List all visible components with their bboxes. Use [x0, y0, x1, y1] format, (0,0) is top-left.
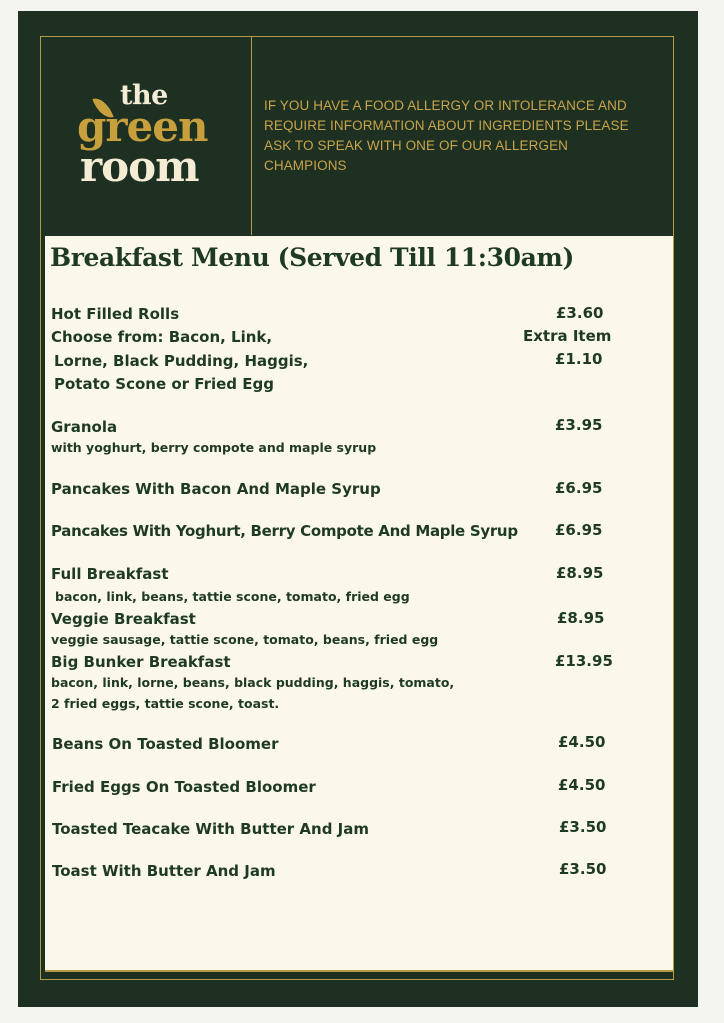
item-price-rolls: £3.60 [556, 304, 604, 322]
item-price-big-bunker: £13.95 [555, 652, 613, 670]
item-name-pancakes-yoghurt: Pancakes With Yoghurt, Berry Compote And Maple Syrup [51, 522, 518, 540]
item-name-fried-eggs: Fried Eggs On Toasted Bloomer [52, 778, 316, 796]
item-price-veggie-breakfast: £8.95 [557, 609, 605, 627]
footer-rule [45, 970, 673, 972]
item-desc-veggie-breakfast: veggie sausage, tattie scone, tomato, beans, fried egg [51, 632, 439, 647]
item-price-full-breakfast: £8.95 [556, 564, 604, 582]
item-price-pancakes-bacon: £6.95 [555, 479, 603, 497]
logo-word-green: green [77, 102, 208, 151]
item-desc-big-bunker-2: 2 fried eggs, tattie scone, toast. [51, 696, 280, 711]
item-name-teacake: Toasted Teacake With Butter And Jam [52, 820, 369, 838]
item-name-toast: Toast With Butter And Jam [52, 862, 276, 880]
item-name-veggie-breakfast: Veggie Breakfast [51, 610, 196, 628]
header-divider [251, 37, 252, 235]
logo-word-room: room [80, 142, 199, 191]
item-name-big-bunker: Big Bunker Breakfast [51, 653, 231, 671]
item-price-toast: £3.50 [559, 860, 607, 878]
item-desc-rolls-2: Lorne, Black Pudding, Haggis, [54, 352, 309, 370]
item-name-pancakes-bacon: Pancakes With Bacon And Maple Syrup [51, 480, 381, 498]
item-name-beans: Beans On Toasted Bloomer [52, 735, 279, 753]
item-desc-rolls-1: Choose from: Bacon, Link, [51, 328, 273, 346]
item-desc-full-breakfast: bacon, link, beans, tattie scone, tomato, fried egg [55, 589, 410, 604]
item-price-granola: £3.95 [555, 416, 603, 434]
item-name-full-breakfast: Full Breakfast [51, 565, 169, 583]
item-price-beans: £4.50 [558, 733, 606, 751]
menu-title: Breakfast Menu (Served Till 11:30am) [50, 243, 574, 272]
item-name-granola: Granola [51, 418, 118, 436]
item-name-rolls: Hot Filled Rolls [51, 305, 180, 323]
item-price-fried-eggs: £4.50 [558, 776, 606, 794]
item-desc-big-bunker-1: bacon, link, lorne, beans, black pudding, haggis, tomato, [51, 675, 455, 690]
item-desc-granola: with yoghurt, berry compote and maple syrup [51, 440, 377, 455]
item-price-pancakes-yoghurt: £6.95 [555, 521, 603, 539]
allergy-notice: IF YOU HAVE A FOOD ALLERGY OR INTOLERANCE AND REQUIRE INFORMATION ABOUT INGREDIENTS PLEASE ASK TO SPEAK WITH ONE OF OUR ALLERGEN CHAMPIONS [264, 98, 629, 173]
item-desc-rolls-3: Potato Scone or Fried Egg [54, 375, 274, 393]
brand-logo [70, 80, 240, 200]
logo-word-the: the [120, 80, 168, 111]
item-price-teacake: £3.50 [559, 818, 607, 836]
extra-item-price: £1.10 [555, 350, 603, 368]
extra-item-label: Extra Item [523, 327, 612, 345]
